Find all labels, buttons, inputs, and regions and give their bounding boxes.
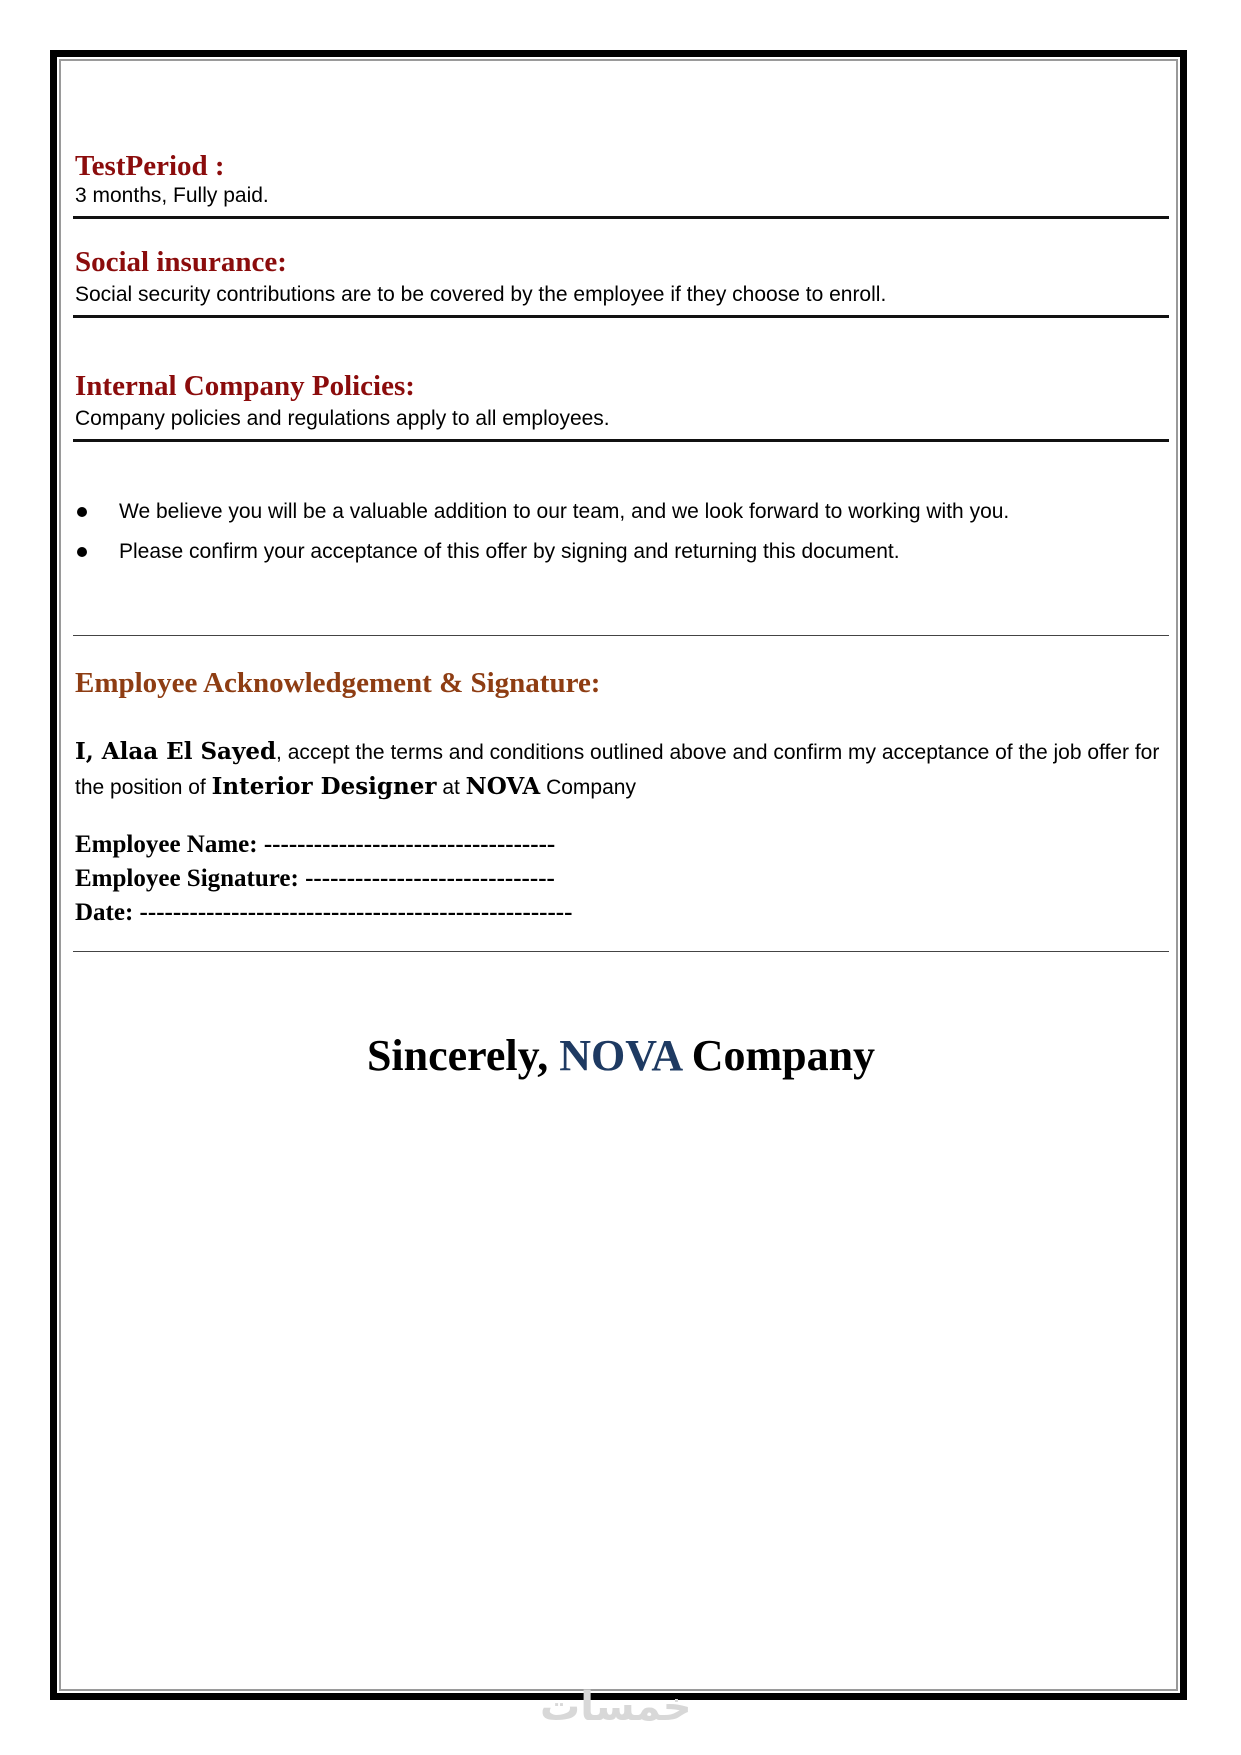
- ack-text-3: Company: [540, 776, 636, 799]
- watermark-logo: خمسات: [540, 1684, 692, 1730]
- divider: [73, 635, 1169, 636]
- closing-prefix: Sincerely,: [366, 1031, 560, 1080]
- bullet-icon: [77, 547, 87, 557]
- section-divider: [73, 216, 1169, 219]
- closing-line: [73, 1030, 1169, 1081]
- employee-signature-field[interactable]: Employee Signature: ------------------------------: [75, 865, 555, 892]
- test-period-body: 3 months, Fully paid.: [75, 184, 269, 207]
- internal-policies-body: Company policies and regulations apply to all employees.: [75, 407, 610, 430]
- signature-block: [75, 828, 572, 930]
- closing-suffix: Company: [680, 1031, 876, 1080]
- acknowledgement-paragraph: [75, 735, 1171, 805]
- section-divider: [73, 439, 1169, 442]
- social-insurance-body: Social security contributions are to be covered by the employee if they choose to enroll.: [75, 283, 887, 306]
- bullet-icon: [77, 507, 87, 517]
- bullet-item: [73, 497, 1119, 526]
- test-period-heading: TestPeriod :: [75, 150, 225, 182]
- company-name: NOVA: [465, 773, 541, 800]
- divider: [73, 951, 1169, 952]
- bullet-text: Please confirm your acceptance of this offer by signing and returning this document.: [119, 540, 900, 563]
- ack-text-2: at: [436, 776, 466, 799]
- ack-text-1: , accept the terms and conditions outlined above and confirm my acceptance of the job offer for the position of: [75, 741, 1160, 799]
- closing-brand: NOVA: [559, 1031, 681, 1080]
- position-title: Interior Designer: [211, 773, 437, 800]
- social-insurance-heading: Social insurance:: [75, 246, 287, 278]
- employee-name-field[interactable]: Employee Name: -----------------------------------: [75, 831, 556, 858]
- date-field[interactable]: Date: ----------------------------------------------------: [75, 899, 573, 926]
- employee-name: I, Alaa El Sayed: [75, 738, 277, 765]
- closing-bullet-list: [73, 497, 1169, 577]
- bullet-text: We believe you will be a valuable addition to our team, and we look forward to working with you.: [119, 500, 1010, 523]
- section-divider: [73, 315, 1169, 318]
- acknowledgement-heading: Employee Acknowledgement & Signature:: [75, 667, 601, 699]
- bullet-item: [73, 537, 1119, 566]
- internal-policies-heading: Internal Company Policies:: [75, 370, 415, 402]
